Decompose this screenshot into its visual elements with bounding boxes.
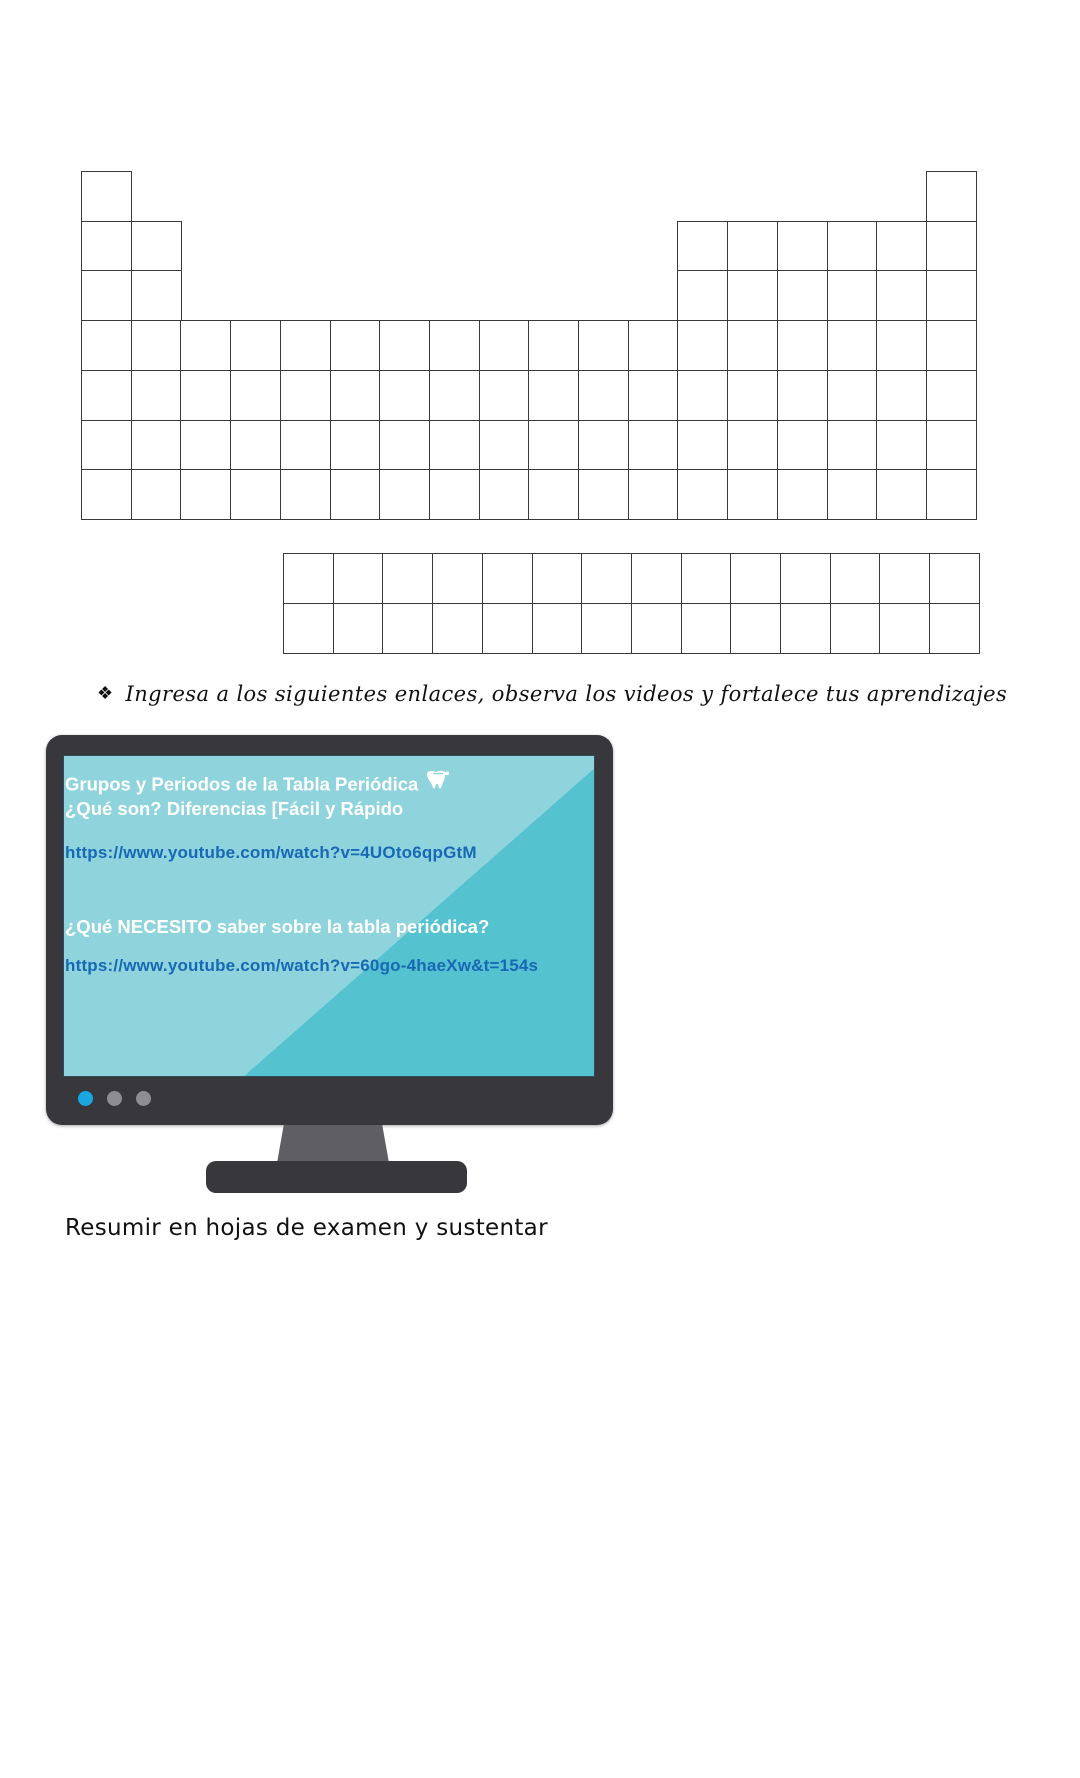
instruction-label: Ingresa a los siguientes enlaces, observa los videos y fortalece tus aprendizajes	[125, 682, 1008, 706]
element-cell	[131, 469, 182, 520]
element-cell	[280, 469, 331, 520]
element-cell	[528, 370, 579, 421]
element-cell	[81, 221, 132, 272]
indicator-dot	[136, 1091, 151, 1106]
element-cell	[479, 370, 530, 421]
element-cell	[727, 370, 778, 421]
indicator-dot	[107, 1091, 122, 1106]
element-cell	[777, 270, 828, 321]
element-cell	[180, 370, 231, 421]
diamond-bullet-icon: ❖	[97, 683, 114, 704]
monitor-stand-base	[206, 1161, 467, 1193]
element-cell	[780, 603, 831, 654]
element-cell	[333, 553, 384, 604]
element-cell	[876, 469, 927, 520]
element-cell	[628, 420, 679, 471]
element-cell	[81, 320, 132, 371]
monitor-screen	[63, 755, 595, 1077]
element-cell	[131, 320, 182, 371]
video-1-link[interactable]: https://www.youtube.com/watch?v=4UOto6qpGtM	[65, 843, 477, 862]
element-cell	[81, 469, 132, 520]
instruction-text	[97, 682, 1007, 706]
element-cell	[926, 469, 977, 520]
element-cell	[730, 603, 781, 654]
monitor-stand-neck	[277, 1125, 389, 1163]
element-cell	[628, 469, 679, 520]
element-cell	[379, 420, 430, 471]
element-cell	[482, 603, 533, 654]
element-cell	[780, 553, 831, 604]
element-cell	[876, 370, 927, 421]
element-cell	[283, 603, 334, 654]
video-1-title-line-1	[65, 772, 450, 799]
element-cell	[628, 370, 679, 421]
element-cell	[628, 320, 679, 371]
element-cell	[827, 270, 878, 321]
monitor-illustration	[46, 735, 613, 1125]
element-cell	[929, 603, 980, 654]
element-cell	[283, 553, 334, 604]
element-cell	[330, 469, 381, 520]
element-cell	[528, 420, 579, 471]
element-cell	[926, 320, 977, 371]
element-cell	[677, 420, 728, 471]
element-cell	[677, 270, 728, 321]
element-cell	[280, 320, 331, 371]
element-cell	[479, 469, 530, 520]
element-cell	[382, 603, 433, 654]
element-cell	[876, 270, 927, 321]
element-cell	[879, 603, 930, 654]
element-cell	[280, 370, 331, 421]
element-cell	[926, 171, 977, 222]
element-cell	[131, 270, 182, 321]
element-cell	[330, 370, 381, 421]
element-cell	[429, 320, 480, 371]
element-cell	[379, 320, 430, 371]
element-cell	[677, 370, 728, 421]
element-cell	[479, 420, 530, 471]
element-cell	[280, 420, 331, 471]
element-cell	[81, 420, 132, 471]
element-cell	[180, 469, 231, 520]
element-cell	[230, 469, 281, 520]
element-cell	[677, 221, 728, 272]
footer-note: Resumir en hojas de examen y sustentar	[65, 1215, 548, 1241]
video-2-title: ¿Qué NECESITO saber sobre la tabla periódica?	[65, 916, 490, 937]
element-cell	[827, 370, 878, 421]
element-cell	[777, 420, 828, 471]
element-cell	[528, 469, 579, 520]
element-cell	[876, 320, 927, 371]
element-cell	[81, 370, 132, 421]
element-cell	[681, 603, 732, 654]
element-cell	[180, 420, 231, 471]
element-cell	[727, 221, 778, 272]
element-cell	[926, 370, 977, 421]
element-cell	[827, 420, 878, 471]
element-cell	[528, 320, 579, 371]
element-cell	[131, 370, 182, 421]
element-cell	[876, 420, 927, 471]
element-cell	[777, 320, 828, 371]
element-cell	[330, 420, 381, 471]
element-cell	[578, 469, 629, 520]
element-cell	[727, 420, 778, 471]
indicator-dot-active	[78, 1091, 93, 1106]
element-cell	[631, 603, 682, 654]
element-cell	[727, 320, 778, 371]
element-cell	[333, 603, 384, 654]
element-cell	[429, 469, 480, 520]
element-cell	[830, 603, 881, 654]
element-cell	[432, 553, 483, 604]
element-cell	[681, 553, 732, 604]
element-cell	[379, 469, 430, 520]
element-cell	[631, 553, 682, 604]
element-cell	[578, 420, 629, 471]
element-cell	[131, 420, 182, 471]
element-cell	[230, 370, 281, 421]
element-cell	[432, 603, 483, 654]
element-cell	[230, 320, 281, 371]
element-cell	[581, 553, 632, 604]
element-cell	[131, 221, 182, 272]
element-cell	[827, 320, 878, 371]
tooth-icon	[424, 770, 450, 797]
element-cell	[230, 420, 281, 471]
element-cell	[429, 420, 480, 471]
element-cell	[479, 320, 530, 371]
element-cell	[879, 553, 930, 604]
element-cell	[330, 320, 381, 371]
element-cell	[81, 270, 132, 321]
element-cell	[727, 469, 778, 520]
video-2-link[interactable]: https://www.youtube.com/watch?v=60go-4haeXw&t=154s	[65, 956, 539, 975]
element-cell	[429, 370, 480, 421]
element-cell	[830, 553, 881, 604]
element-cell	[827, 221, 878, 272]
element-cell	[382, 553, 433, 604]
element-cell	[827, 469, 878, 520]
element-cell	[180, 320, 231, 371]
element-cell	[578, 320, 629, 371]
element-cell	[926, 420, 977, 471]
element-cell	[777, 221, 828, 272]
video-1-title-line-2: ¿Qué son? Diferencias [Fácil y Rápido	[65, 798, 404, 819]
video-1-title-text: Grupos y Periodos de la Tabla Periódica	[65, 773, 419, 795]
element-cell	[929, 553, 980, 604]
element-cell	[677, 469, 728, 520]
element-cell	[677, 320, 728, 371]
element-cell	[482, 553, 533, 604]
element-cell	[777, 370, 828, 421]
element-cell	[926, 221, 977, 272]
element-cell	[379, 370, 430, 421]
element-cell	[876, 221, 927, 272]
element-cell	[581, 603, 632, 654]
element-cell	[578, 370, 629, 421]
element-cell	[926, 270, 977, 321]
element-cell	[730, 553, 781, 604]
element-cell	[532, 603, 583, 654]
element-cell	[81, 171, 132, 222]
element-cell	[532, 553, 583, 604]
element-cell	[727, 270, 778, 321]
element-cell	[777, 469, 828, 520]
